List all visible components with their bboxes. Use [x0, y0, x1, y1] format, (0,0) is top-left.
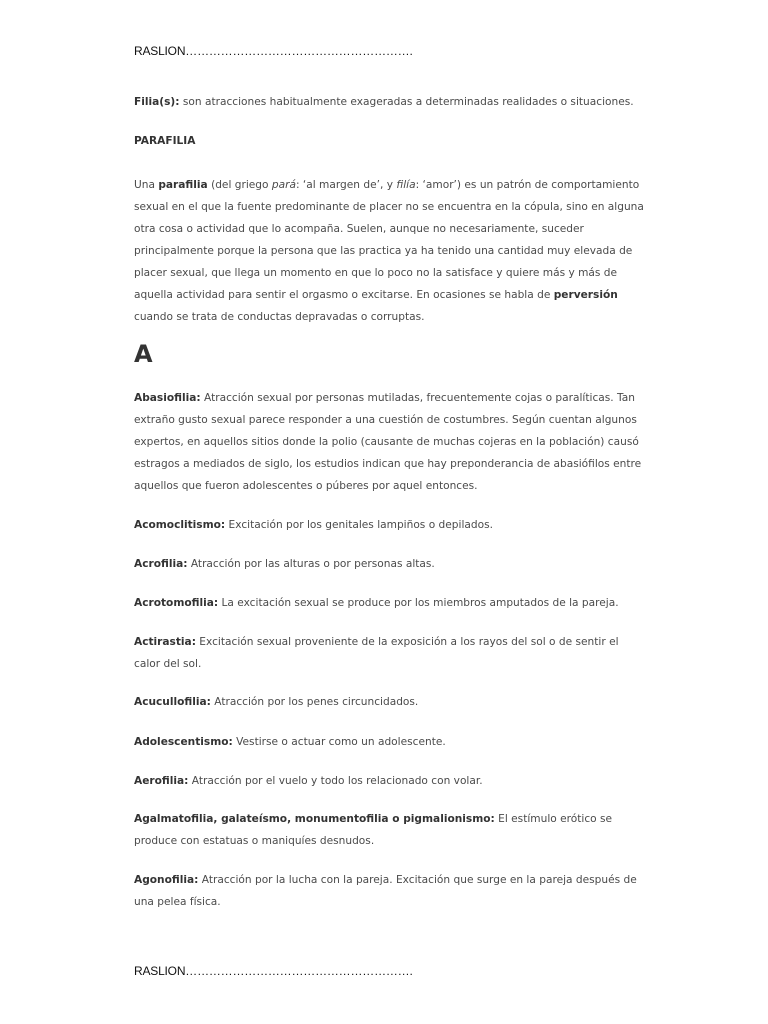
parafilia-text-9: cuando se trata de conductas depravadas o corruptas. — [134, 311, 425, 323]
entry-term: Acrotomofilia: — [134, 597, 219, 609]
filia-definition — [134, 91, 644, 113]
entry-text: Atracción por las alturas o por personas altas. — [187, 558, 435, 570]
entry-term: Actirastia: — [134, 636, 196, 648]
parafilia-text-1: Una — [134, 179, 159, 191]
parafilia-greek-para: pará — [271, 179, 296, 191]
section-letter-a: A — [134, 340, 153, 368]
entry-acomoclitismo — [134, 514, 644, 536]
entry-agonofilia — [134, 869, 644, 913]
filia-text: son atracciones habitualmente exageradas a determinadas realidades o situaciones. — [179, 96, 634, 108]
entry-aerofilia — [134, 770, 644, 792]
parafilia-heading: PARAFILIA — [134, 135, 196, 147]
entry-acucullofilia — [134, 691, 644, 713]
filia-term: Filia(s): — [134, 96, 180, 108]
page-footer: RASLION…………………………………………………. — [134, 964, 413, 978]
entry-acrotomofilia — [134, 592, 644, 614]
entry-text: Atracción sexual por personas mutiladas, frecuentemente cojas o paralíticas. Tan extraño gusto sexual parece responder a una cuestión de costumbres. Según cuentan algunos expertos, en aquellos sitios donde la polio (causante de muchas cojeras en la población) causó estragos a mediados de siglo, los estudios indican que hay preponderancia de abasiófilos entre aquellos que fueron adolescentes o púberes por aquel entonces. — [134, 392, 642, 492]
entry-text: La excitación sexual se produce por los miembros amputados de la pareja. — [218, 597, 619, 609]
parafilia-paragraph — [134, 174, 644, 328]
entry-term: Abasiofilia: — [134, 392, 201, 404]
entry-term: Acrofilia: — [134, 558, 188, 570]
perversion-term: perversión — [553, 289, 618, 301]
entry-term: Acucullofilia: — [134, 696, 211, 708]
parafilia-greek-filia: filía — [396, 179, 416, 191]
entry-abasiofilia — [134, 387, 644, 497]
entry-agalmatofilia — [134, 808, 644, 852]
entry-actirastia — [134, 631, 644, 675]
entry-term: Agalmatofilia, galateísmo, monumentofilia o pigmalionismo: — [134, 813, 495, 825]
entry-text: Atracción por el vuelo y todo los relacionado con volar. — [188, 775, 483, 787]
parafilia-text-7: : ‘amor’) es un patrón de comportamiento sexual en el que la fuente predominante de placer no se encuentra en la cópula, sino en alguna otra cosa o actividad que lo acompaña. Suelen, aunque no necesariamente, suceder principalmente porque la persona que las practica ya ha tenido una cantidad muy elevada de placer sexual, que llega un momento en que lo poco no la satisface y quiere más y más de aquella actividad para sentir el orgasmo o excitarse. En ocasiones se habla de — [134, 179, 644, 301]
entry-acrofilia — [134, 553, 644, 575]
entry-text: Excitación sexual proveniente de la exposición a los rayos del sol o de sentir el calor del sol. — [134, 636, 619, 670]
parafilia-text-5: : ‘al margen de’, y — [295, 179, 397, 191]
entry-term: Agonofilia: — [134, 874, 199, 886]
parafilia-term: parafilia — [158, 179, 208, 191]
entry-text: El estímulo erótico se produce con estatuas o maniquíes desnudos. — [134, 813, 613, 847]
parafilia-text-3: (del griego — [207, 179, 272, 191]
entry-text: Excitación por los genitales lampiños o depilados. — [225, 519, 493, 531]
page-header: RASLION…………………………………………………. — [134, 44, 413, 58]
entry-text: Atracción por los penes circuncidados. — [210, 696, 419, 708]
entry-text: Vestirse o actuar como un adolescente. — [232, 736, 446, 748]
entry-term: Adolescentismo: — [134, 736, 233, 748]
entry-term: Aerofilia: — [134, 775, 189, 787]
entry-text: Atracción por la lucha con la pareja. Excitación que surge en la pareja después de una pelea física. — [134, 874, 637, 908]
entry-term: Acomoclitismo: — [134, 519, 226, 531]
entry-adolescentismo — [134, 731, 644, 753]
